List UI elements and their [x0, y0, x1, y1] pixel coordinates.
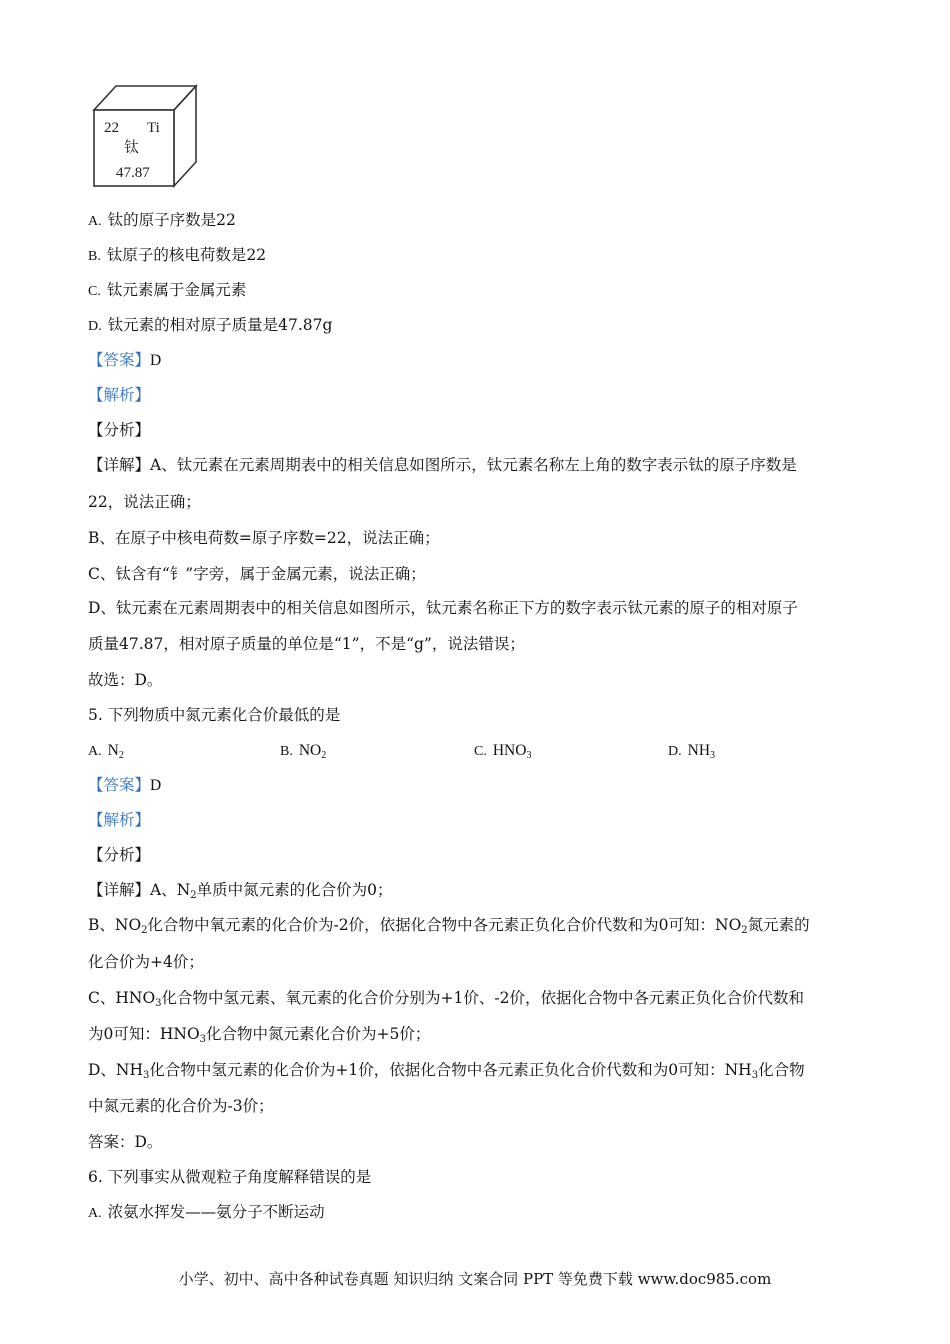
- page-footer: 小学、初中、高中各种试卷真题 知识归纳 文案合同 PPT 等免费下载 www.doc985.com: [178, 1270, 772, 1288]
- q4-option-b: B. 钛原子的核电荷数是22: [88, 246, 267, 264]
- q5-detail-d2: 中氮元素的化合价为-3价；: [88, 1097, 274, 1115]
- q5-fenxi-label: 【分析】: [88, 846, 151, 864]
- q4-fenxi-label: 【分析】: [88, 421, 151, 439]
- element-name: 钛: [124, 138, 140, 156]
- atomic-number: 22: [104, 120, 119, 136]
- q5-detail-a: 【详解】A、$N_2$单质中氮元素的化合价为0；: [88, 881, 393, 901]
- q4-detail-6: 质量47.87，相对原子质量的单位是“1”，不是“g”，说法错误；: [88, 635, 525, 653]
- q4-jiexi-label: 【解析】: [88, 386, 151, 404]
- q5-detail-b1: B、$NO_2$化合物中氧元素的化合价为-2价，依据化合物中各元素正负化合价代数和为0可知：$NO_2$氮元素的: [88, 916, 810, 936]
- q4-option-c: C. 钛元素属于金属元素: [88, 281, 247, 299]
- atomic-mass: 47.87: [116, 165, 150, 181]
- q6-stem: 6. 下列事实从微观粒子角度解释错误的是: [88, 1168, 372, 1186]
- q4-option-a: A. 钛的原子序数是22: [88, 211, 236, 229]
- q5-option-b: B. $NO_2$: [280, 742, 327, 761]
- q5-option-d: D. $NH_3$: [668, 742, 716, 761]
- q4-detail-2: 22，说法正确；: [88, 493, 201, 511]
- q5-detail-c1: C、$HNO_3$化合物中氢元素、氧元素的化合价分别为+1价、-2价，依据化合物中各元素正负化合价代数和: [88, 989, 804, 1009]
- q4-option-d: D. 钛元素的相对原子质量是47.87g: [88, 316, 333, 334]
- q4-answer: 【答案】D: [88, 351, 162, 369]
- q5-detail-b2: 化合价为+4价；: [88, 953, 204, 971]
- q4-detail-1: 【详解】A、钛元素在元素周期表中的相关信息如图所示，钛元素名称左上角的数字表示钛的原子序数是: [88, 456, 797, 474]
- q5-detail-c2: 为0可知：$HNO_3$化合物中氮元素化合价为+5价；: [88, 1025, 431, 1045]
- q5-detail-end: 答案：D。: [88, 1133, 163, 1151]
- q4-detail-4: C、钛含有“钅”字旁，属于金属元素，说法正确；: [88, 565, 426, 583]
- q4-detail-3: B、在原子中核电荷数=原子序数=22，说法正确；: [88, 529, 440, 547]
- q4-detail-7: 故选：D。: [88, 671, 163, 689]
- q5-jiexi-label: 【解析】: [88, 811, 151, 829]
- q4-detail-5: D、钛元素在元素周期表中的相关信息如图所示，钛元素名称正下方的数字表示钛元素的原子的相对原子: [88, 599, 798, 617]
- q5-stem: 5. 下列物质中氮元素化合价最低的是: [88, 706, 341, 724]
- q6-option-a: A. 浓氨水挥发——氨分子不断运动: [88, 1203, 325, 1221]
- q5-option-a: A. $N_2$: [88, 742, 124, 761]
- element-cube-illustration: [86, 80, 206, 190]
- element-symbol: Ti: [147, 120, 160, 136]
- q5-answer: 【答案】D: [88, 776, 162, 794]
- q5-option-c: C. $HNO_3$: [474, 742, 532, 761]
- q5-detail-d1: D、$NH_3$化合物中氢元素的化合价为+1价，依据化合物中各元素正负化合价代数和为0可知：$NH_3$化合物: [88, 1061, 805, 1081]
